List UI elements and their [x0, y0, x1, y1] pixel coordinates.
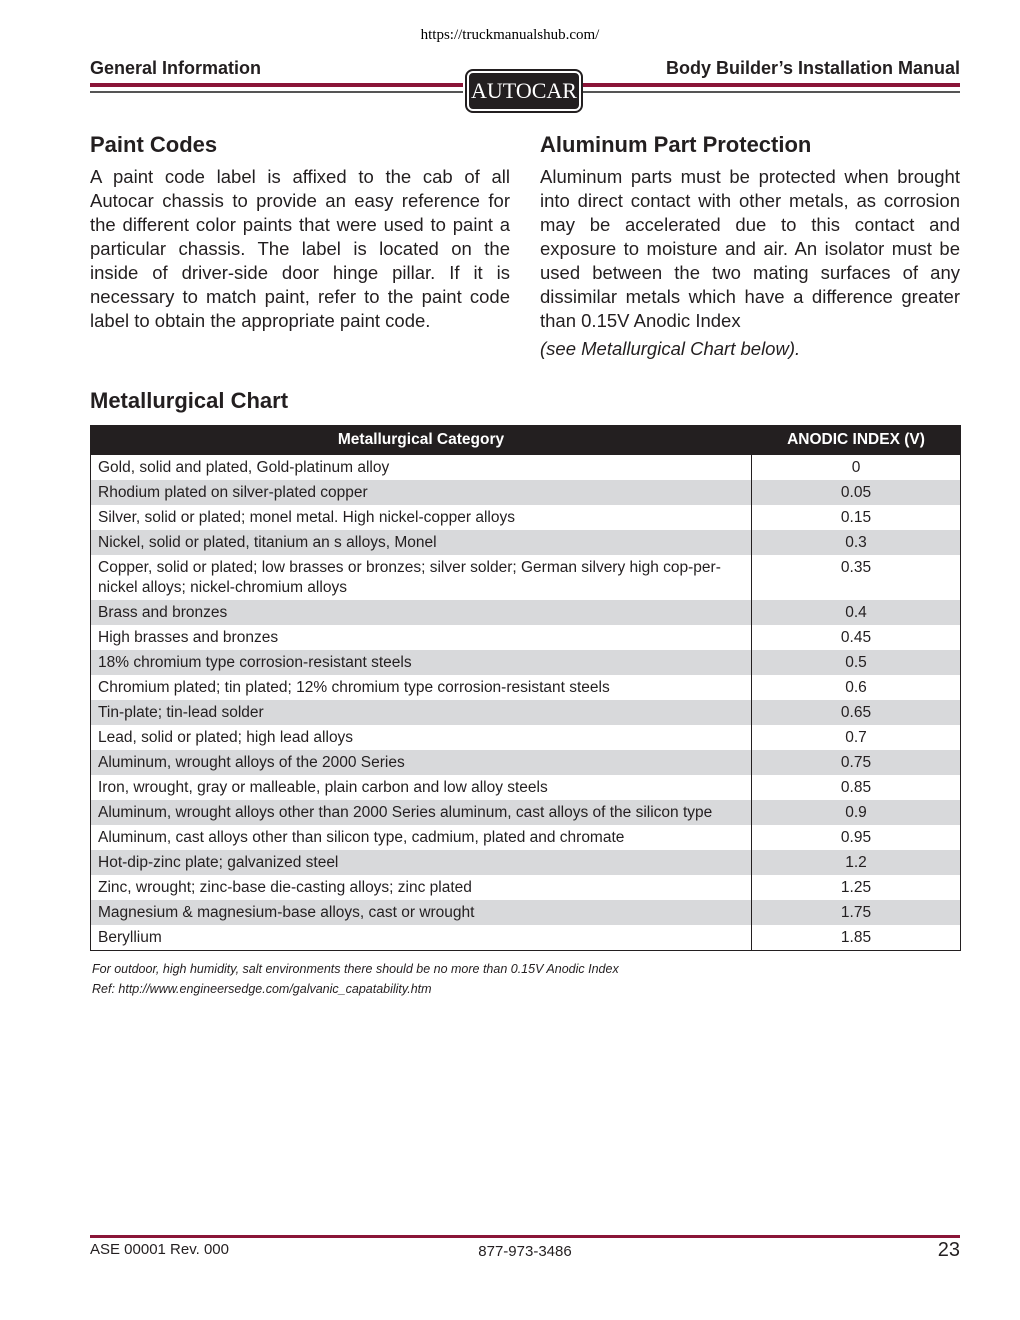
table-row: [91, 700, 961, 725]
anodic-index-cell: 0.5: [752, 650, 961, 675]
aluminum-heading: Aluminum Part Protection: [540, 132, 812, 157]
category-cell: High brasses and bronzes: [91, 625, 752, 650]
category-cell: Magnesium & magnesium-base alloys, cast or wrought: [91, 900, 752, 925]
category-cell: Nickel, solid or plated, titanium an s alloys, Monel: [91, 530, 752, 555]
table-row: [91, 625, 961, 650]
anodic-index-cell: 0.3: [752, 530, 961, 555]
table-row: [91, 530, 961, 555]
table-row: [91, 750, 961, 775]
table-row: [91, 850, 961, 875]
category-cell: Copper, solid or plated; low brasses or bronzes; silver solder; German silvery high cop-per-nickel alloys; nickel-chromium alloys: [91, 555, 752, 600]
category-cell: Lead, solid or plated; high lead alloys: [91, 725, 752, 750]
page-number: 23: [937, 1239, 960, 1261]
table-row: [91, 775, 961, 800]
anodic-index-cell: 1.25: [752, 875, 961, 900]
table-note-reference: Ref: http://www.engineersedge.com/galvanic_capatability.htm: [92, 982, 432, 996]
anodic-index-cell: 0.4: [752, 600, 961, 625]
table-row: [91, 505, 961, 530]
table-body: [91, 455, 961, 951]
anodic-index-cell: 1.2: [752, 850, 961, 875]
anodic-index-cell: 0.65: [752, 700, 961, 725]
anodic-index-cell: 0: [752, 455, 961, 481]
category-cell: Aluminum, wrought alloys of the 2000 Series: [91, 750, 752, 775]
table-header-row: [91, 426, 961, 455]
category-cell: Hot-dip-zinc plate; galvanized steel: [91, 850, 752, 875]
table-row: [91, 555, 961, 600]
anodic-index-cell: 0.6: [752, 675, 961, 700]
anodic-index-cell: 0.95: [752, 825, 961, 850]
category-cell: Rhodium plated on silver-plated copper: [91, 480, 752, 505]
manual-title: Body Builder’s Installation Manual: [665, 58, 960, 78]
table-row: [91, 800, 961, 825]
category-cell: Silver, solid or plated; monel metal. High nickel-copper alloys: [91, 505, 752, 530]
category-cell: Brass and bronzes: [91, 600, 752, 625]
category-cell: Aluminum, cast alloys other than silicon type, cadmium, plated and chromate: [91, 825, 752, 850]
category-cell: Iron, wrought, gray or malleable, plain carbon and low alloy steels: [91, 775, 752, 800]
table-row: [91, 925, 961, 951]
anodic-index-cell: 0.7: [752, 725, 961, 750]
logo-text: AUTOCAR: [467, 71, 581, 111]
anodic-index-cell: 0.15: [752, 505, 961, 530]
metallurgical-chart-heading: Metallurgical Chart: [90, 388, 289, 413]
category-cell: Beryllium: [91, 925, 752, 951]
document-id: ASE 00001 Rev. 000: [90, 1241, 229, 1258]
table-row: [91, 480, 961, 505]
table-row: [91, 600, 961, 625]
category-cell: Aluminum, wrought alloys other than 2000 Series aluminum, cast alloys of the silicon type: [91, 800, 752, 825]
table-note-humidity: For outdoor, high humidity, salt environments there should be no more than 0.15V Anodic Index: [92, 962, 619, 976]
anodic-index-cell: 0.85: [752, 775, 961, 800]
aluminum-chart-reference: (see Metallurgical Chart below).: [540, 338, 801, 359]
table-row: [91, 455, 961, 481]
phone-number: 877-973-3486: [478, 1243, 572, 1260]
anodic-index-cell: 0.05: [752, 480, 961, 505]
aluminum-body: Aluminum parts must be protected when brought into direct contact with other metals, as corrosion may be accelerated due to this contact and exposure to moisture and air. An isolator must be used between the two mating surfaces of any dissimilar metals which have a difference greater than 0.15V Anodic Index: [540, 166, 960, 331]
footer-rule: [90, 1235, 960, 1238]
anodic-index-cell: 0.75: [752, 750, 961, 775]
source-url[interactable]: https://truckmanualshub.com/: [420, 27, 600, 43]
column-header-anodic-index: ANODIC INDEX (V): [752, 426, 961, 455]
table-row: [91, 900, 961, 925]
table-row: [91, 650, 961, 675]
category-cell: Gold, solid and plated, Gold-platinum alloy: [91, 455, 752, 481]
table-row: [91, 725, 961, 750]
autocar-logo: [463, 68, 583, 112]
aluminum-section: [540, 165, 960, 361]
table-row: [91, 825, 961, 850]
category-cell: Chromium plated; tin plated; 12% chromium type corrosion-resistant steels: [91, 675, 752, 700]
anodic-index-cell: 0.9: [752, 800, 961, 825]
paint-codes-body: A paint code label is affixed to the cab of all Autocar chassis to provide an easy reference for the different color paints that were used to paint a particular chassis. The label is located on the inside of driver-side door hinge pillar. If it is necessary to match paint, refer to the paint code label to obtain the appropriate paint code.: [90, 166, 510, 331]
column-header-category: Metallurgical Category: [91, 426, 752, 455]
anodic-index-cell: 1.75: [752, 900, 961, 925]
anodic-index-cell: 1.85: [752, 925, 961, 951]
paint-codes-heading: Paint Codes: [90, 132, 218, 157]
table-row: [91, 875, 961, 900]
category-cell: Zinc, wrought; zinc-base die-casting alloys; zinc plated: [91, 875, 752, 900]
anodic-index-cell: 0.35: [752, 555, 961, 600]
anodic-index-cell: 0.45: [752, 625, 961, 650]
category-cell: 18% chromium type corrosion-resistant steels: [91, 650, 752, 675]
section-header: General Information: [90, 58, 262, 78]
table-row: [91, 675, 961, 700]
metallurgical-table: [90, 425, 961, 951]
category-cell: Tin-plate; tin-lead solder: [91, 700, 752, 725]
